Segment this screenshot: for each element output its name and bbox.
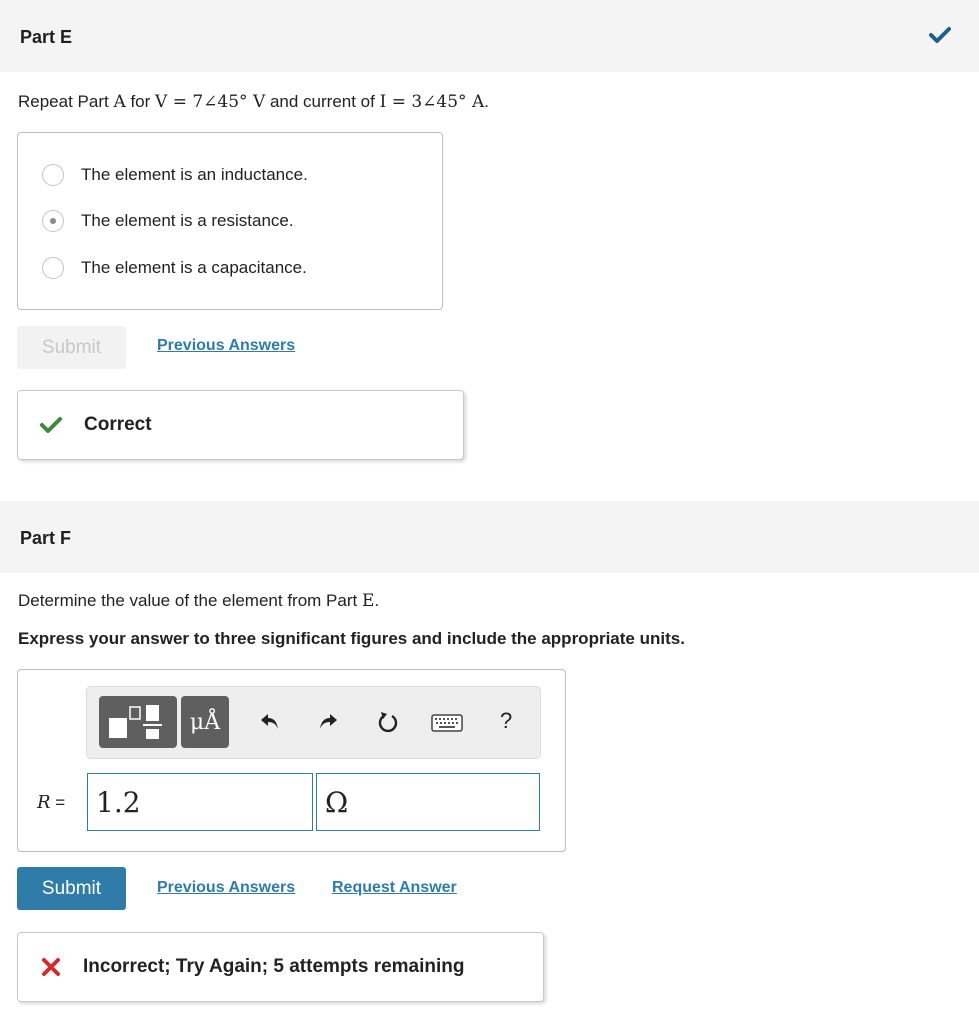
correct-check-icon [40, 416, 62, 434]
math-toolbar [86, 686, 541, 759]
part-f-submit-button[interactable]: Submit [17, 867, 126, 910]
radio-inductance[interactable] [42, 164, 64, 186]
incorrect-x-icon [41, 957, 61, 977]
option-label: The element is an inductance. [81, 165, 308, 184]
completed-check-icon [929, 26, 951, 44]
radio-resistance[interactable] [42, 210, 64, 232]
option-inductance[interactable] [42, 163, 308, 187]
part-e-previous-answers-link[interactable]: Previous Answers [157, 337, 296, 354]
feedback-text: Correct [84, 414, 152, 435]
option-label: The element is a resistance. [81, 211, 294, 230]
templates-button[interactable] [99, 696, 177, 748]
part-ref: A [113, 92, 126, 112]
option-resistance[interactable] [42, 209, 294, 233]
keyboard-icon[interactable] [431, 714, 463, 732]
part-e-title: Part E [20, 27, 73, 47]
templates-icon [99, 696, 177, 748]
part-e-submit-button[interactable]: Submit [17, 326, 126, 369]
part-f-previous-answers-link[interactable]: Previous Answers [157, 879, 296, 896]
option-label: The element is a capacitance. [81, 258, 307, 277]
unit-input[interactable] [316, 773, 540, 831]
part-f-question: Determine the value of the element from Part E. [18, 591, 380, 611]
radio-capacitance[interactable] [42, 257, 64, 279]
options-group [17, 132, 443, 310]
part-f-title: Part F [20, 528, 72, 548]
value-input[interactable] [87, 773, 313, 831]
redo-icon[interactable] [317, 711, 339, 733]
request-answer-link[interactable]: Request Answer [332, 879, 457, 896]
part-e-header[interactable] [0, 0, 979, 72]
part-e-question: Repeat Part A for V = 7∠45° V and current of I = 3∠45° A. [18, 92, 489, 112]
part-e-feedback-correct [17, 390, 464, 460]
units-label: μÅ [189, 709, 221, 735]
feedback-text: Incorrect; Try Again; 5 attempts remaining [83, 956, 465, 977]
variable-name: R [37, 792, 51, 813]
radio-selected-dot [50, 218, 56, 224]
voltage-expression: V = 7∠45° V [155, 92, 266, 112]
answer-box [17, 669, 566, 852]
current-expression: I = 3∠45° A [379, 92, 485, 112]
units-button[interactable] [181, 696, 229, 748]
reset-icon[interactable] [376, 710, 400, 734]
part-f-instruction: Express your answer to three significant figures and include the appropriate units. [18, 629, 685, 648]
option-capacitance[interactable] [42, 256, 307, 280]
part-f-header[interactable] [0, 501, 979, 573]
variable-label [37, 792, 65, 813]
part-ref: E [361, 591, 375, 611]
part-f-feedback-incorrect [17, 932, 544, 1002]
undo-icon[interactable] [259, 711, 281, 733]
help-button[interactable]: ? [500, 708, 513, 733]
equals-sign: = [50, 793, 66, 812]
